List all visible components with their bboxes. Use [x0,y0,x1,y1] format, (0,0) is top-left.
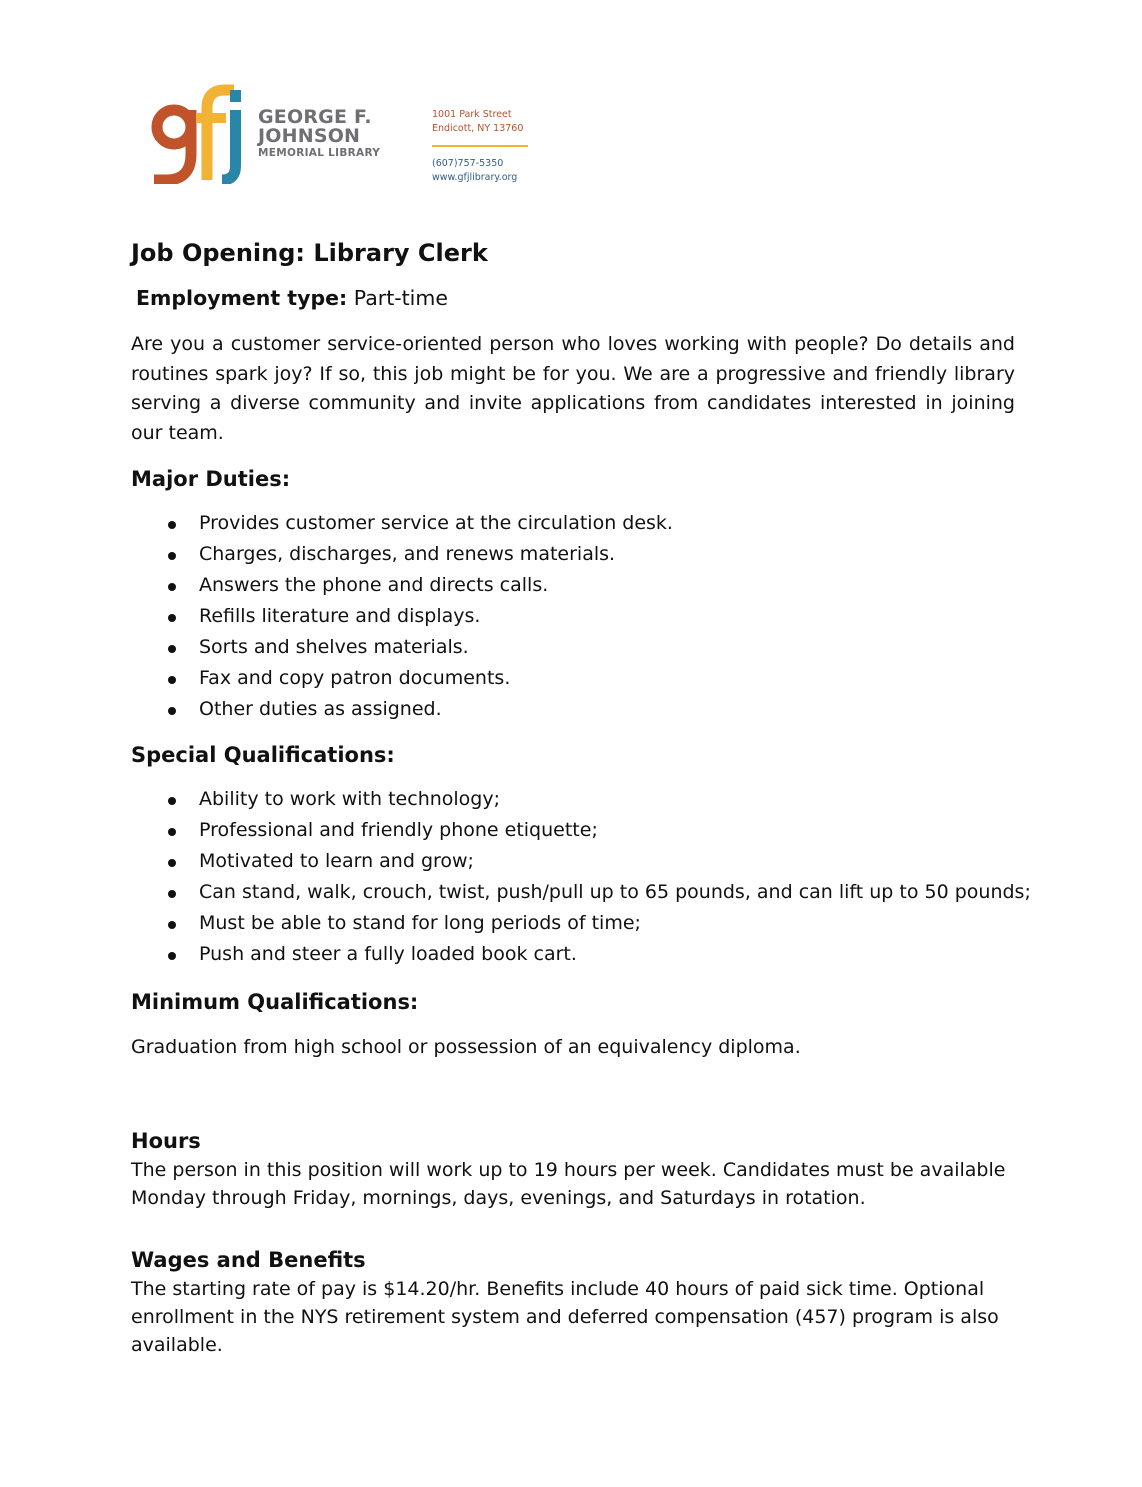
list-item-text: Refills literature and displays. [199,605,481,627]
library-name-line2: JOHNSON [258,125,361,147]
special-qualifications-list [131,784,1031,970]
bullet-icon [168,521,176,529]
bullet-icon [168,583,176,591]
list-item-text: Ability to work with technology; [199,788,501,810]
list-item [131,570,1015,601]
hours-text: The person in this position will work up to 19 hours per week. Candidates must be available Monday through Friday, mornings, days, evenings, and Saturdays in rotation. [131,1158,1006,1209]
list-item-text: Must be able to stand for long periods of time; [199,912,641,934]
list-item [131,694,1015,725]
bullet-icon [168,614,176,622]
list-item-text: Sorts and shelves materials. [199,636,469,658]
bullet-icon [168,645,176,653]
address-line2: Endicott, NY 13760 [432,123,524,134]
list-item-text: Charges, discharges, and renews materials. [199,543,616,565]
list-item-text: Answers the phone and directs calls. [199,574,549,596]
website-link[interactable]: www.gfjlibrary.org [432,171,518,183]
list-item-text: Other duties as assigned. [199,698,442,720]
list-item [131,539,1015,570]
gfj-logo [150,84,252,184]
list-item [131,908,1015,939]
contact-divider [432,145,528,147]
bullet-icon [168,952,176,960]
letterhead [150,84,550,194]
list-item [131,815,1015,846]
bullet-icon [168,859,176,867]
phone-number: (607)757-5350 [432,157,504,169]
list-item [131,846,1015,877]
list-item [131,939,1015,970]
employment-type-label: Employment type: [136,286,348,310]
minimum-qualifications-text: Graduation from high school or possession of an equivalency diploma. [131,1036,801,1058]
list-item [131,663,1015,694]
list-item-text: Motivated to learn and grow; [199,850,474,872]
bullet-icon [168,552,176,560]
list-item-text: Fax and copy patron documents. [199,667,511,689]
employment-type-value: Part-time [347,286,448,310]
page-title: Job Opening: Library Clerk [131,239,488,267]
special-qualifications-heading: Special Qualifications: [131,743,395,767]
bullet-icon [168,797,176,805]
list-item-text: Provides customer service at the circulation desk. [199,512,673,534]
employment-type [136,283,1015,313]
list-item [131,877,1031,908]
list-item-text: Professional and friendly phone etiquette; [199,819,598,841]
list-item-text: Push and steer a fully loaded book cart. [199,943,577,965]
minimum-qualifications-heading: Minimum Qualifications: [131,990,419,1014]
list-item [131,632,1015,663]
bullet-icon [168,890,176,898]
job-posting [131,236,1031,1359]
contact-block [432,108,528,185]
hours-heading: Hours [131,1128,201,1153]
bullet-icon [168,921,176,929]
wages-text: The starting rate of pay is $14.20/hr. Benefits include 40 hours of paid sick time. Optional enrollment in the NYS retirement system and deferred compensation (457) program is also available. [131,1277,999,1356]
list-item [131,508,1015,539]
address-line1: 1001 Park Street [432,109,512,120]
bullet-icon [168,676,176,684]
library-name-line1: GEORGE F. [258,106,372,128]
intro-paragraph: Are you a customer service-oriented person who loves working with people? Do details and routines spark joy? If so, this job might be for you. We are a progressive and friendly library serving a diverse community and invite applications from candidates interested in joining our team. [131,333,1015,444]
wages-heading: Wages and Benefits [131,1247,366,1272]
library-name-line3: MEMORIAL LIBRARY [258,147,381,159]
bullet-icon [168,828,176,836]
bullet-icon [168,707,176,715]
major-duties-list [131,508,1015,725]
major-duties-heading: Major Duties: [131,467,291,491]
list-item [131,601,1015,632]
library-name [258,108,380,159]
list-item [131,784,1015,815]
list-item-text: Can stand, walk, crouch, twist, push/pull up to 65 pounds, and can lift up to 50 pounds; [199,881,1031,903]
